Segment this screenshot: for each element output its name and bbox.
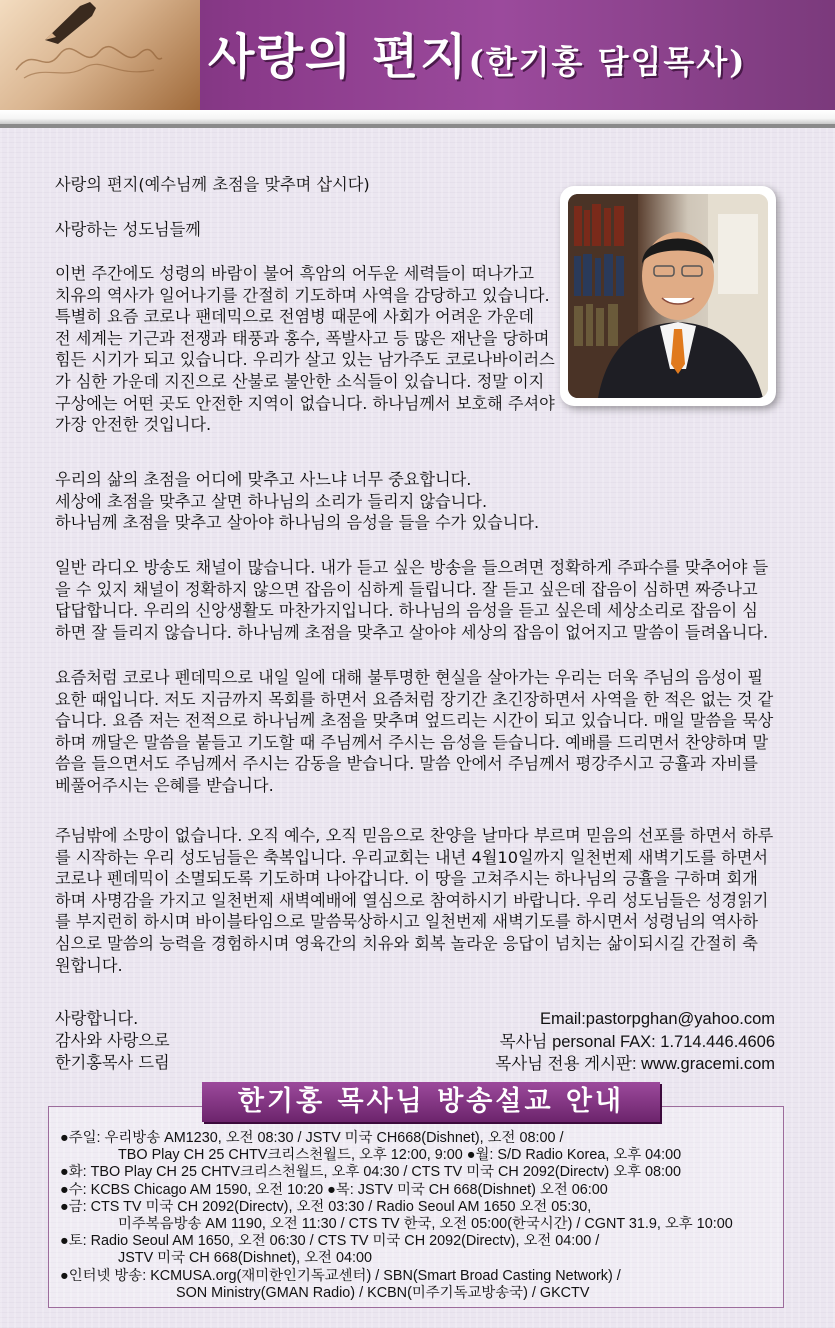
schedule-line: SON Ministry(GMAN Radio) / KCBN(미주기독교방송국) / GKCTV [176,1284,590,1301]
closing-line: 감사와 사랑으로 [55,1031,170,1050]
text-line: 베풀어주시는 은혜를 받습니다. [55,775,274,795]
schedule-line: ●화: TBO Play CH 25 CHTV크리스천월드, 오후 04:30 / CTS TV 미국 CH 2092(Directv) 오후 08:00 [60,1164,682,1181]
text-line: 을 수 있지 채널이 정확하지 않으면 잡음이 심하게 들립니다. 잘 듣고 싶은데 잡음이 심하면 짜증나고 [55,579,758,599]
title-sub: (한기홍 담임목사) [468,43,747,81]
text-line: 습니다. 요즘 저는 전적으로 하나님께 초점을 맞추며 엎드리는 시간이 되고 있습니다. 매일 말씀을 묵상 [55,711,774,731]
fountain-pen-icon [40,0,100,44]
header-banner [0,0,835,110]
schedule-line: ●토: Radio Seoul AM 1650, 오전 06:30 / CTS TV 미국 CH 2092(Directv), 오전 04:00 / [60,1233,600,1250]
text-line: 심으로 말씀의 능력을 경험하시며 영육간의 치유와 회복 놀라운 응답이 넘치는 삶이되시길 간절히 축 [55,933,758,953]
text-line: 이번 주간에도 성령의 바람이 불어 흑암의 어두운 세력들이 떠나가고 [55,264,535,283]
header-rule-shadow [0,124,835,128]
schedule-line: ●인터넷 방송: KCMUSA.org(재미한인기독교센터) / SBN(Smart Broad Casting Network) / [60,1267,621,1284]
title-main: 사랑의 편지 [208,29,469,85]
text-line: 전 세계는 기근과 전쟁과 태풍과 홍수, 폭발사고 등 많은 재난을 당하며 [55,328,550,348]
text-line: 힘든 시기가 되고 있습니다. 우리가 살고 있는 남가주도 코로나바이러스 [55,350,555,370]
text-line: 요즘처럼 코로나 펜데믹으로 내일 일에 대해 불투명한 현실을 살아가는 우리는 더욱 주님의 음성이 필 [55,668,764,687]
closing-line: 사랑합니다. [55,1009,139,1028]
pen-writing-image [0,0,200,110]
paragraph-3 [55,557,785,643]
letter-greeting: 사랑하는 성도님들께 [55,220,201,239]
broadcast-schedule [60,1130,733,1302]
handwriting-decoration [14,40,164,80]
text-line: 주님밖에 소망이 없습니다. 오직 예수, 오직 믿음으로 찬양을 날마다 부르며 믿음의 선포를 하면서 하루 [55,826,774,845]
text-line: 구상에는 어떤 곳도 안전한 지역이 없습니다. 하나님께서 보호해 주셔야 [55,393,555,413]
schedule-line: ●수: KCBS Chicago AM 1590, 오전 10:20 ●목: JSTV 미국 CH 668(Dishnet) 오전 06:00 [60,1181,608,1198]
paragraph-5 [55,825,785,976]
broadcast-title: 한기홍 목사님 방송설교 안내 [202,1082,660,1122]
header-rule [0,110,835,124]
text-line: 원합니다. [55,955,123,975]
text-line: 하며 사명감을 가지고 일천번제 새벽예배에 열심으로 참여하시기 바랍니다. 우리 성도님들은 성경읽기 [55,890,769,910]
text-line: 일반 라디오 방송도 채널이 많습니다. 내가 듣고 싶은 방송을 들으려면 정확하게 주파수를 맞추어야 들 [55,558,769,577]
letter-heading: 사랑의 편지(예수님께 초점을 맞추며 삽시다) [55,175,370,194]
text-line: 우리의 삶의 초점을 어디에 맞추고 사느냐 너무 중요합니다. [55,470,472,489]
text-line: 가 심한 가운데 지진으로 산불로 불안한 소식들이 있습니다. 정말 이지 [55,371,545,391]
text-line: 특별히 요즘 코로나 팬데믹으로 전염병 때문에 사회가 어려운 가운데 [55,307,535,327]
contact-info [495,1008,775,1076]
text-line: 하나님께 초점을 맞추고 살아야 하나님의 음성을 들을 수가 있습니다. [55,513,540,533]
text-line: 답답합니다. 우리의 신앙생활도 마찬가지입니다. 하나님의 음성을 듣고 싶은데 세상소리로 잡음이 심 [55,601,758,621]
text-line: 치유의 역사가 일어나기를 간절히 기도하며 사역을 감당하고 있습니다. [55,285,550,305]
text-line: 를 시작하는 우리 성도님들은 축복입니다. 우리교회는 내년 4월10일까지 일천번제 새벽기도를 하면서 [55,847,768,867]
text-line: 코로나 펜데믹이 소멸되도록 기도하며 나아갑니다. 이 땅을 고쳐주시는 하나님의 긍휼을 구하며 회개 [55,869,758,889]
paragraph-1 [55,263,785,436]
text-line: 요한 때입니다. 저도 지금까지 목회를 하면서 요즘처럼 장기간 초긴장하면서 사역을 한 적은 없는 것 같 [55,689,774,709]
text-line: 하면 잘 들리지 않습니다. 하나님께 초점을 맞추고 살아야 세상의 잡음이 없어지고 말씀이 들려옵니다. [55,622,769,642]
page-title [208,18,828,98]
contact-email[interactable]: Email:pastorpghan@yahoo.com [539,1010,775,1028]
schedule-line: ●주일: 우리방송 AM1230, 오전 08:30 / JSTV 미국 CH668(Dishnet), 오전 08:00 / [60,1130,564,1146]
text-line: 를 부지런히 하시며 바이블타임으로 말씀묵상하시고 일천번제 새벽기도를 하시면서 성령님의 역사하 [55,912,759,932]
schedule-line: TBO Play CH 25 CHTV크리스천월드, 오후 12:00, 9:00 ●월: S/D Radio Korea, 오후 04:00 [118,1147,682,1164]
closing-signature: 한기홍목사 드림 [55,1053,170,1072]
text-line: 씀을 들으면서도 주님께서 주시는 감동을 받습니다. 말씀 안에서 주님께서 평강주시고 긍휼과 자비를 [55,754,758,774]
contact-fax: 목사님 personal FAX: 1.714.446.4606 [499,1032,775,1051]
text-line: 세상에 초점을 맞추고 살면 하나님의 소리가 들리지 않습니다. [55,491,488,511]
contact-board[interactable]: 목사님 전용 게시판: www.gracemi.com [495,1055,775,1074]
text-line: 가장 안전한 것입니다. [55,415,212,435]
text-line: 하며 깨달은 말씀을 붙들고 기도할 때 주님께서 주시는 음성을 듣습니다. 예배를 드리면서 찬양하며 말 [55,732,769,752]
schedule-line: JSTV 미국 CH 668(Dishnet), 오전 04:00 [118,1250,372,1267]
schedule-line: 미주복음방송 AM 1190, 오전 11:30 / CTS TV 한국, 오전 05:00(한국시간) / CGNT 31.9, 오후 10:00 [118,1216,733,1233]
paragraph-4 [55,667,785,797]
schedule-line: ●금: CTS TV 미국 CH 2092(Directv), 오전 03:30 / Radio Seoul AM 1650 오전 05:30, [60,1198,592,1215]
paragraph-2 [55,469,785,534]
